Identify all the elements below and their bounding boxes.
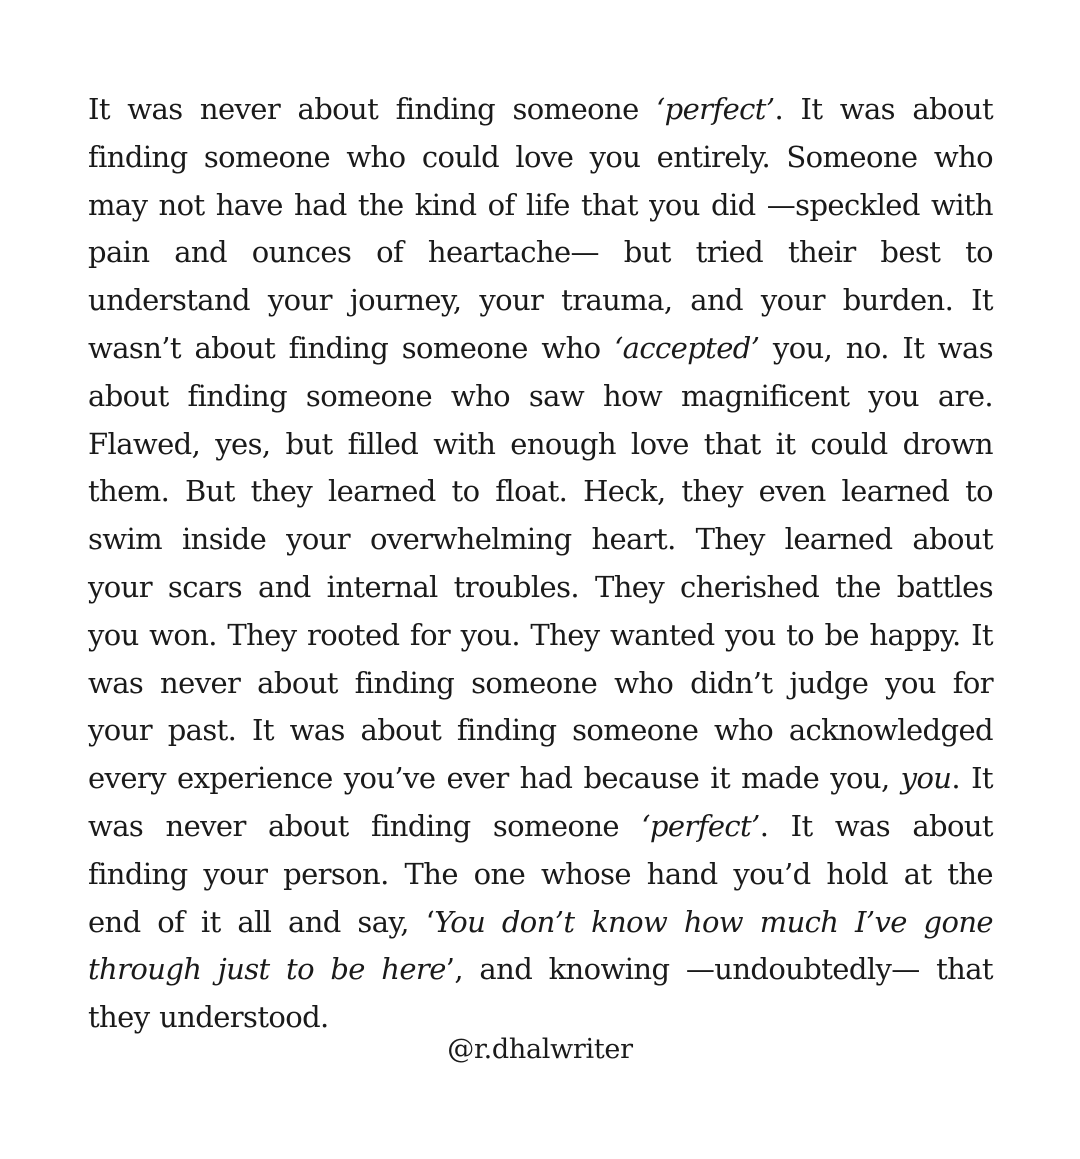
poem-text (88, 86, 993, 1042)
poem-segment: ’, and knowing —undoubtedly— that they understood. (88, 952, 993, 1035)
poem-segment: . It was about finding someone who could love you entirely. Someone who may not have had the kind of life that you did —speckled with pain and ounces of heartache— but tried their best to understand your journey, your trauma, and your burden. It wasn’t about finding someone who (88, 92, 993, 365)
poem-segment: you, no. It was about finding someone who saw how magnificent you are. Flawed, yes, but filled with enough love that it could drown them. But they learned to float. Heck, they even learned to swim inside your overwhelming heart. They learned about your scars and internal troubles. They cherished the battles you won. They rooted for you. They wanted you to be happy. It was never about finding someone who didn’t judge you for your past. It was about finding someone who acknowledged every experience you’ve ever had because it made you, (88, 330, 993, 796)
poem-italic-segment: You don’t know how much I’ve gone through just to be here (88, 904, 993, 987)
poem-italic-segment: ‘accepted’ (614, 330, 760, 365)
poem-italic-segment: ‘perfect’ (641, 808, 760, 843)
poem-italic-segment: you (900, 761, 952, 796)
poem-italic-segment: ‘perfect’ (656, 92, 775, 126)
poem-segment: . It was never about finding someone (88, 761, 993, 843)
author-handle: @r.dhalwriter (447, 1034, 633, 1065)
poem-segment: It was never about finding someone (88, 92, 657, 126)
poem-segment: . It was about finding your person. The one whose hand you’d hold at the end of it all and say, ‘ (88, 808, 993, 939)
